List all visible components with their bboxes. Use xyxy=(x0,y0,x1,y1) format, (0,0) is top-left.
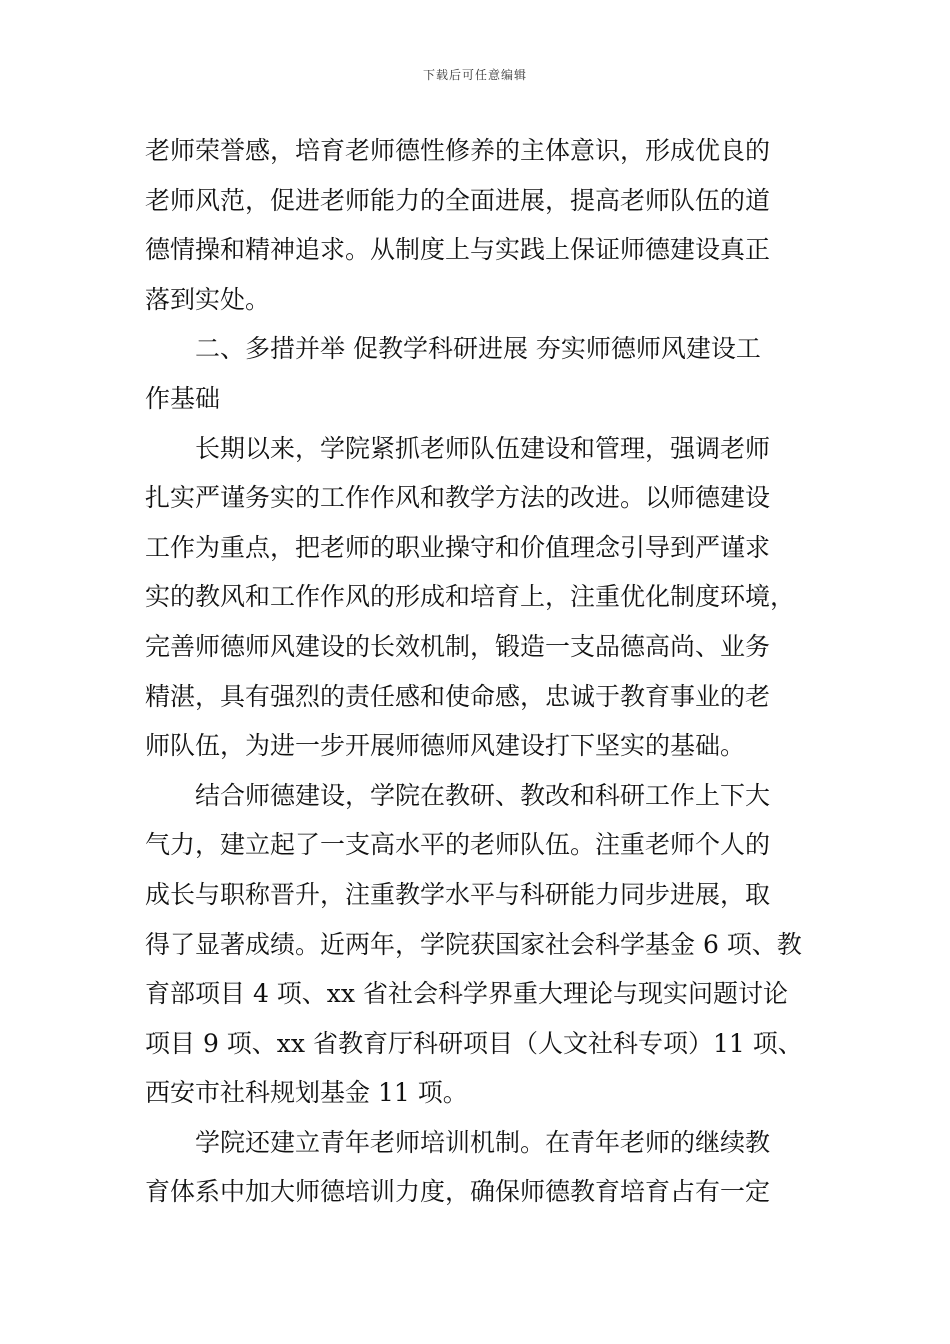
text-line: 育体系中加大师德培训力度，确保师德教育培育占有一定 xyxy=(145,1177,771,1207)
text-line: 结合师德建设，学院在教研、教改和科研工作上下大 xyxy=(195,780,771,810)
text-line: 精湛，具有强烈的责任感和使命感，忠诚于教育事业的老 xyxy=(145,681,771,711)
text-line: 气力，建立起了一支高水平的老师队伍。注重老师个人的 xyxy=(145,830,771,860)
text-line: 得了显著成绩。近两年，学院获国家社会科学基金 6 项、教 xyxy=(145,929,802,959)
text-line: 二、多措并举 促教学科研进展 夯实师德师风建设工 xyxy=(195,334,761,364)
text-line: 老师荣誉感，培育老师德性修养的主体意识，形成优良的 xyxy=(145,136,771,165)
page-header: 下载后可任意编辑 xyxy=(422,68,527,82)
text-line: 学院还建立青年老师培训机制。在青年老师的继续教 xyxy=(195,1127,771,1157)
text-line: 西安市社科规划基金 11 项。 xyxy=(145,1078,468,1108)
text-line: 实的教风和工作作风的形成和培育上，注重优化制度环境， xyxy=(145,582,796,612)
text-line: 工作为重点，把老师的职业操守和价值理念引导到严谨求 xyxy=(145,532,771,562)
text-line: 完善师德师风建设的长效机制，锻造一支品德高尚、业务 xyxy=(145,631,771,661)
text-line: 老师风范，促进老师能力的全面进展，提高老师队伍的道 xyxy=(145,185,771,215)
text-line: 项目 9 项、xx 省教育厅科研项目（人文社科专项）11 项、 xyxy=(145,1028,803,1058)
text-line: 作基础 xyxy=(145,383,221,413)
text-line: 落到实处。 xyxy=(145,284,271,314)
text-line: 师队伍，为进一步开展师德师风建设打下坚实的基础。 xyxy=(145,731,746,761)
document-body xyxy=(145,126,815,1217)
text-line: 德情操和精神追求。从制度上与实践上保证师德建设真正 xyxy=(145,235,771,265)
text-line: 长期以来，学院紧抓老师队伍建设和管理，强调老师 xyxy=(195,433,771,463)
text-line: 育部项目 4 项、xx 省社会科学界重大理论与现实问题讨论 xyxy=(145,979,788,1009)
text-line: 扎实严谨务实的工作作风和教学方法的改进。以师德建设 xyxy=(145,483,771,513)
text-line: 成长与职称晋升，注重教学水平与科研能力同步进展，取 xyxy=(145,879,771,909)
